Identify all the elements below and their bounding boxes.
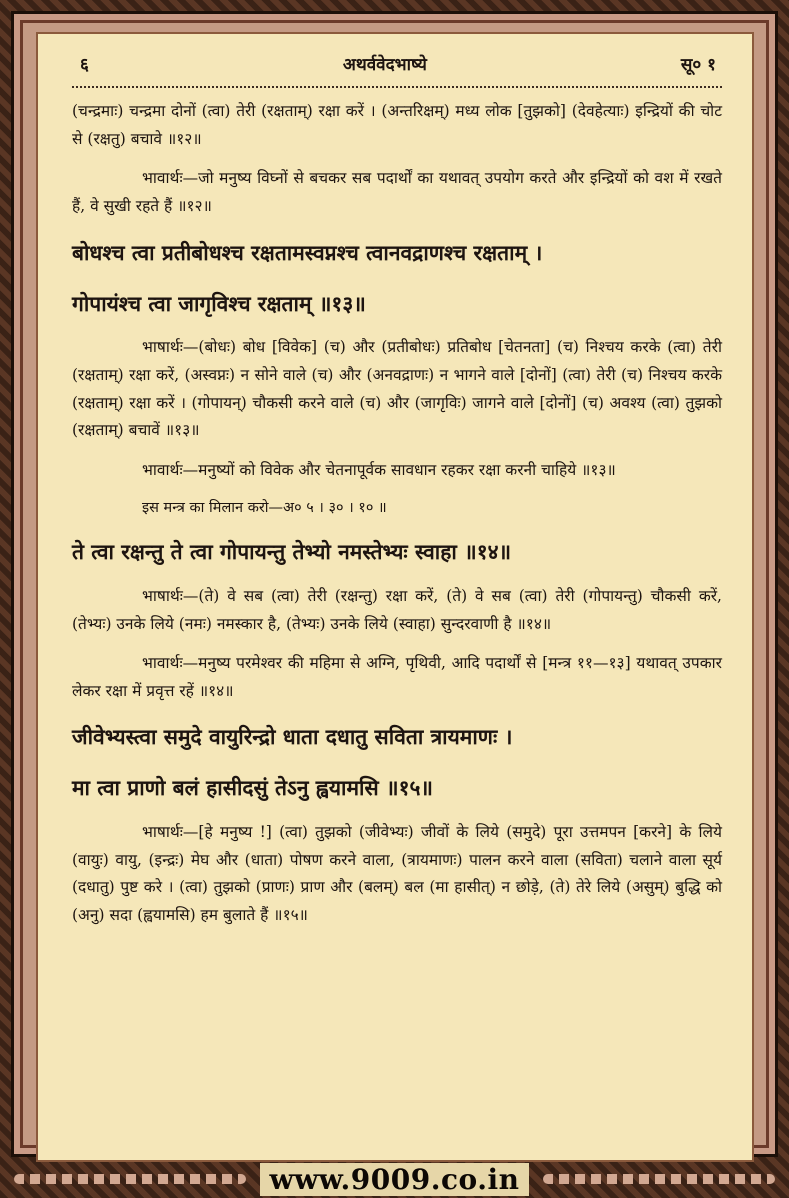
page-header	[72, 50, 722, 84]
bhasharth-paragraph: भाषार्थः—[हे मनुष्य !] (त्वा) तुझको (जीवेभ्यः) जीवों के लिये (समुदे) पूरा उत्तमपन [करने] के लिये (वायुः) वायु, (इन्द्रः) मेघ और (धाता) पोषण करने वाला, (त्रायमाणः) पालन करने वाला (सविता) चलाने वाला सूर्य (दधातु) पुष्ट करे । (त्वा) तुझको (प्राणः) प्राण और (बलम्) बल (मा हासीत्) न छोड़े, (ते) तेरे लिये (असुम्) बुद्धि को (अनु) सदा (ह्वयामसि) हम बुलाते हैं ॥१५॥	[72, 823, 722, 924]
verse-13-line-2: गोपायंश्च त्वा जागृविश्च रक्षताम् ॥१३॥	[72, 290, 366, 316]
verse-15-line-1: जीवेभ्यस्त्वा समुदे वायुरिन्द्रो धाता दधातु सविता त्रायमाणः ।	[72, 724, 513, 750]
verse-13-line-1: बोधश्च त्वा प्रतीबोधश्च रक्षतामस्वप्नश्च त्वानवद्राणश्च रक्षताम् ।	[72, 239, 543, 265]
verse-14: ते त्वा रक्षन्तु ते त्वा गोपायन्तु तेभ्यो नमस्तेभ्यः स्वाहा ॥१४॥	[72, 539, 512, 565]
page-number: ६	[80, 55, 89, 75]
bhasharth-paragraph: भाषार्थः—(बोधः) बोध [विवेक] (च) और (प्रतीबोधः) प्रतिबोध [चेतनता] (च) निश्चय करके (त्वा) तेरी (रक्षताम्) रक्षा करें, (अस्वप्नः) न सोने वाले (च) और (अनवद्राणः) न भागने वाले [दोनों] (त्वा) तेरी (च) निश्चय करके (रक्षताम्) रक्षा करें । (गोपायन्) चौकसी करने वाले (च) और (जागृविः) जागने वाले [दोनों] (च) अवश्य (त्वा) तुझको (रक्षताम्) बचावें ॥१३॥	[72, 338, 722, 440]
footer-ornament-right	[543, 1174, 775, 1184]
bhavartha-paragraph: भावार्थः—जो मनुष्य विघ्नों से बचकर सब पदार्थों का यथावत् उपयोग करते और इन्द्रियों को वश में रखते हैं, वे सुखी रहते हैं ॥१२॥	[72, 169, 722, 215]
sukta-number: सू० १	[680, 55, 716, 75]
text-paragraph: (चन्द्रमाः) चन्द्रमा दोनों (त्वा) तेरी (रक्षताम्) रक्षा करें । (अन्तरिक्षम्) मध्य लोक [तुझको] (देवहेत्याः) इन्द्रियों की चोट से (रक्षतु) बचावे ॥१२॥	[72, 102, 722, 148]
bhasharth-paragraph: भाषार्थः—(ते) वे सब (त्वा) तेरी (रक्षन्तु) रक्षा करें, (ते) वे सब (त्वा) तेरी (गोपायन्तु) चौकसी करें, (तेभ्यः) उनके लिये (नमः) नमस्कार है, (तेभ्यः) उनके लिये (स्वाहा) सुन्दरवाणी है ॥१४॥	[72, 587, 722, 633]
header-divider	[72, 86, 722, 88]
cross-reference: इस मन्त्र का मिलान करो—अ० ५ । ३० । १० ॥	[142, 500, 387, 517]
bhavartha-paragraph: भावार्थः—मनुष्यों को विवेक और चेतनापूर्वक सावधान रहकर रक्षा करनी चाहिये ॥१३॥	[142, 460, 616, 479]
footer-ornament-left	[14, 1174, 246, 1184]
website-link[interactable]: www.9009.co.in	[260, 1163, 530, 1196]
page-footer	[0, 1160, 789, 1198]
page-title: अथर्ववेदभाष्ये	[342, 55, 427, 75]
book-page	[36, 32, 754, 1162]
verse-15-line-2: मा त्वा प्राणो बलं हासीदसुं तेऽनु ह्वयामसि ॥१५॥	[72, 775, 433, 801]
bhavartha-paragraph: भावार्थः—मनुष्य परमेश्वर की महिमा से अग्नि, पृथिवी, आदि पदार्थों से [मन्त्र ११—१३] यथावत् उपकार लेकर रक्षा में प्रवृत्त रहें ॥१४॥	[72, 654, 722, 700]
